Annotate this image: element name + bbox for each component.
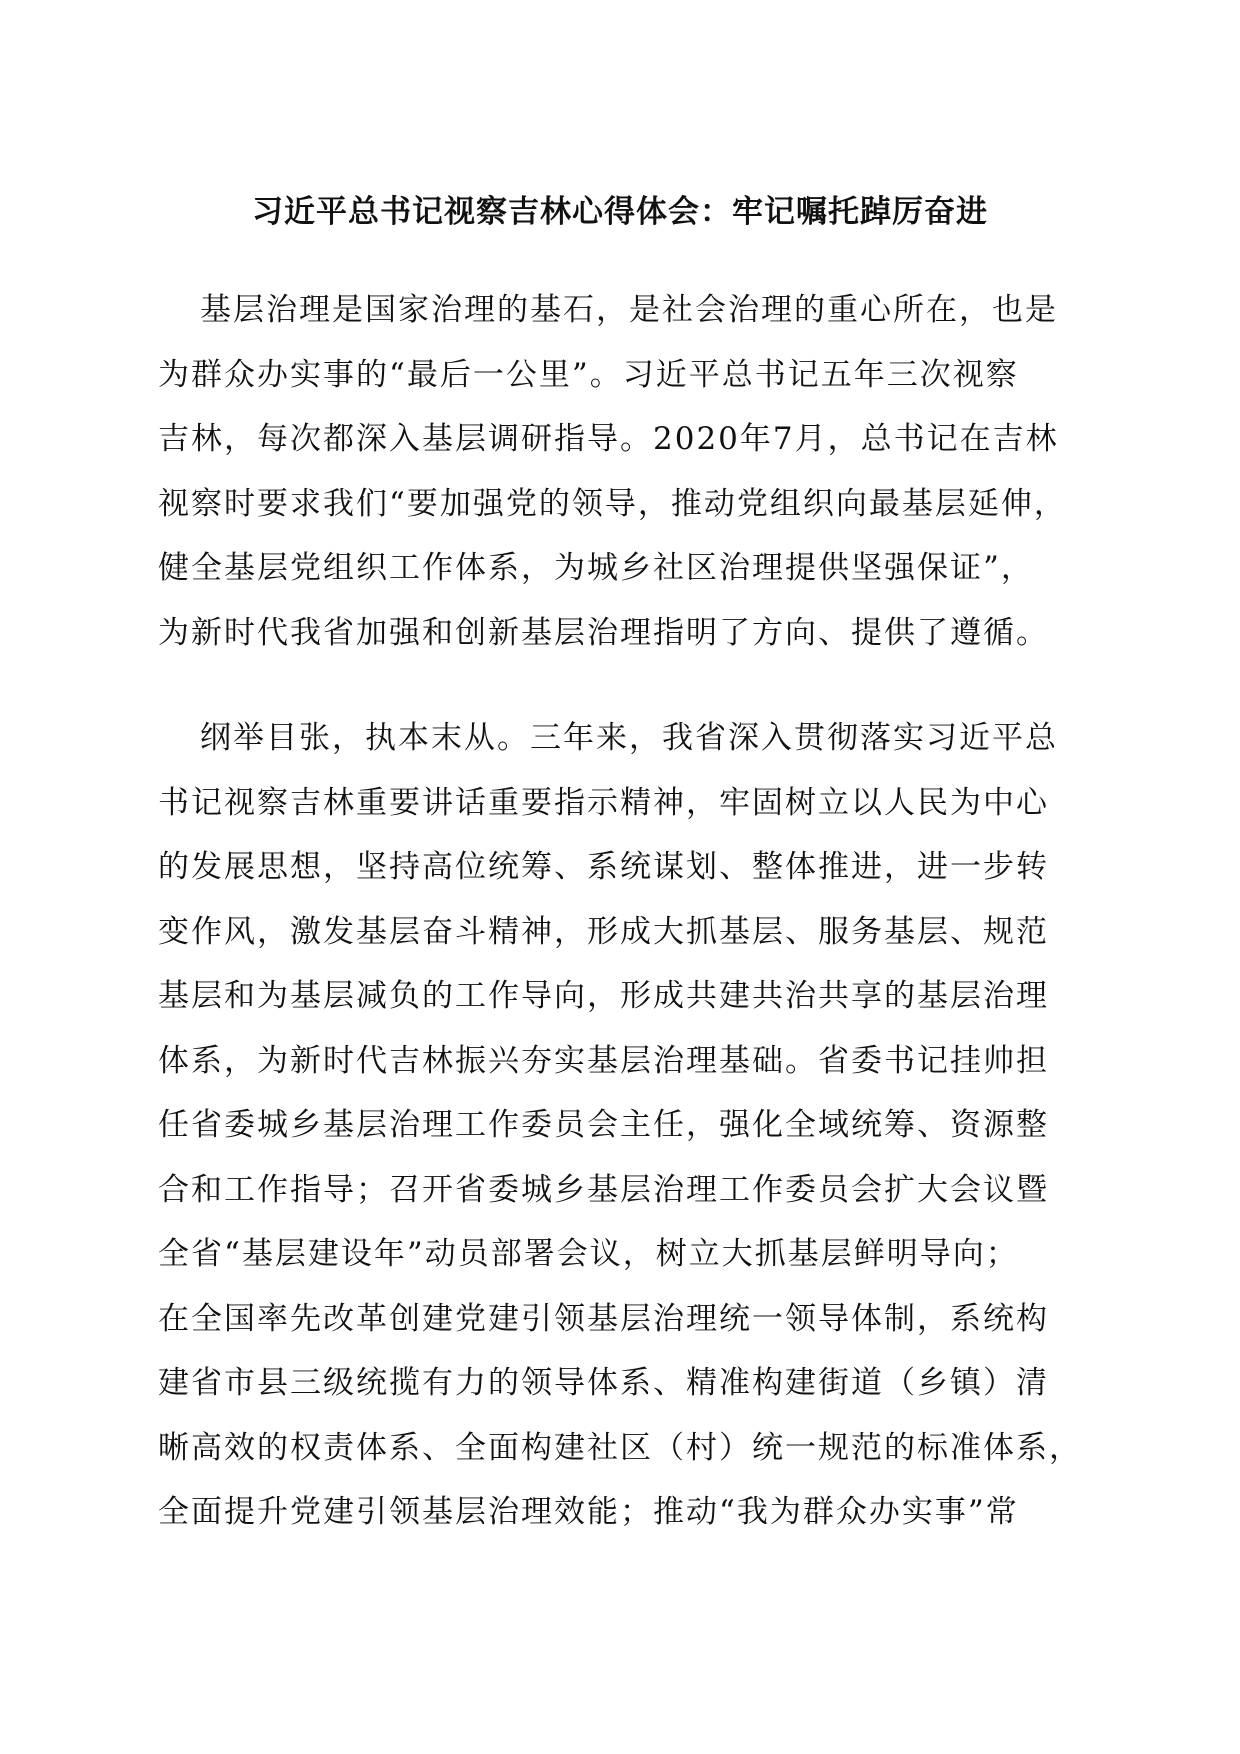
paragraph-line: 健全基层党组织工作体系，为城乡社区治理提供坚强保证”， bbox=[158, 550, 1034, 586]
paragraph-line: 为新时代我省加强和创新基层治理指明了方向、提供了遵循。 bbox=[158, 614, 1049, 651]
paragraph-line: 合和工作指导；召开省委城乡基层治理工作委员会扩大会议暨 bbox=[158, 1171, 1049, 1208]
paragraph-line: 全省“基层建设年”动员部署会议，树立大抓基层鲜明导向； bbox=[158, 1236, 1019, 1272]
paragraph-line: 建省市县三级统揽有力的领导体系、精准构建街道（乡镇）清 bbox=[158, 1365, 1049, 1401]
paragraph-line: 晰高效的权责体系、全面构建社区（村）统一规范的标准体系， bbox=[158, 1429, 1082, 1466]
paragraph-2 bbox=[158, 706, 1082, 1545]
paragraph-line: 书记视察吉林重要讲话重要指示精神，牢固树立以人民为中心 bbox=[158, 784, 1049, 821]
paragraph-line: 基层治理是国家治理的基石，是社会治理的重心所在，也是 bbox=[200, 292, 1058, 328]
paragraph-line: 变作风，激发基层奋斗精神，形成大抓基层、服务基层、规范 bbox=[158, 913, 1049, 950]
paragraph-line: 视察时要求我们“要加强党的领导，推动党组织向最基层延伸， bbox=[158, 485, 1067, 522]
paragraph-line: 纲举目张，执本末从。三年来，我省深入贯彻落实习近平总 bbox=[200, 720, 1058, 756]
paragraph-line: 吉林，每次都深入基层调研指导。2020年7月，总书记在吉林 bbox=[158, 421, 1059, 457]
paragraph-line: 在全国率先改革创建党建引领基层治理统一领导体制，系统构 bbox=[158, 1300, 1049, 1337]
paragraph-line: 全面提升党建引领基层治理效能；推动“我为群众办实事”常 bbox=[158, 1494, 1019, 1530]
paragraph-line: 体系，为新时代吉林振兴夯实基层治理基础。省委书记挂帅担 bbox=[158, 1042, 1049, 1079]
document-title: 习近平总书记视察吉林心得体会：牢记嘱托踔厉奋进 bbox=[252, 194, 988, 230]
paragraph-line: 为群众办实事的“最后一公里”。习近平总书记五年三次视察 bbox=[158, 356, 1019, 393]
paragraph-line: 基层和为基层减负的工作导向，形成共建共治共享的基层治理 bbox=[158, 978, 1049, 1014]
paragraph-1 bbox=[158, 278, 1078, 665]
paragraph-line: 的发展思想，坚持高位统筹、系统谋划、整体推进，进一步转 bbox=[158, 849, 1049, 885]
paragraph-line: 任省委城乡基层治理工作委员会主任，强化全域统筹、资源整 bbox=[158, 1107, 1049, 1143]
